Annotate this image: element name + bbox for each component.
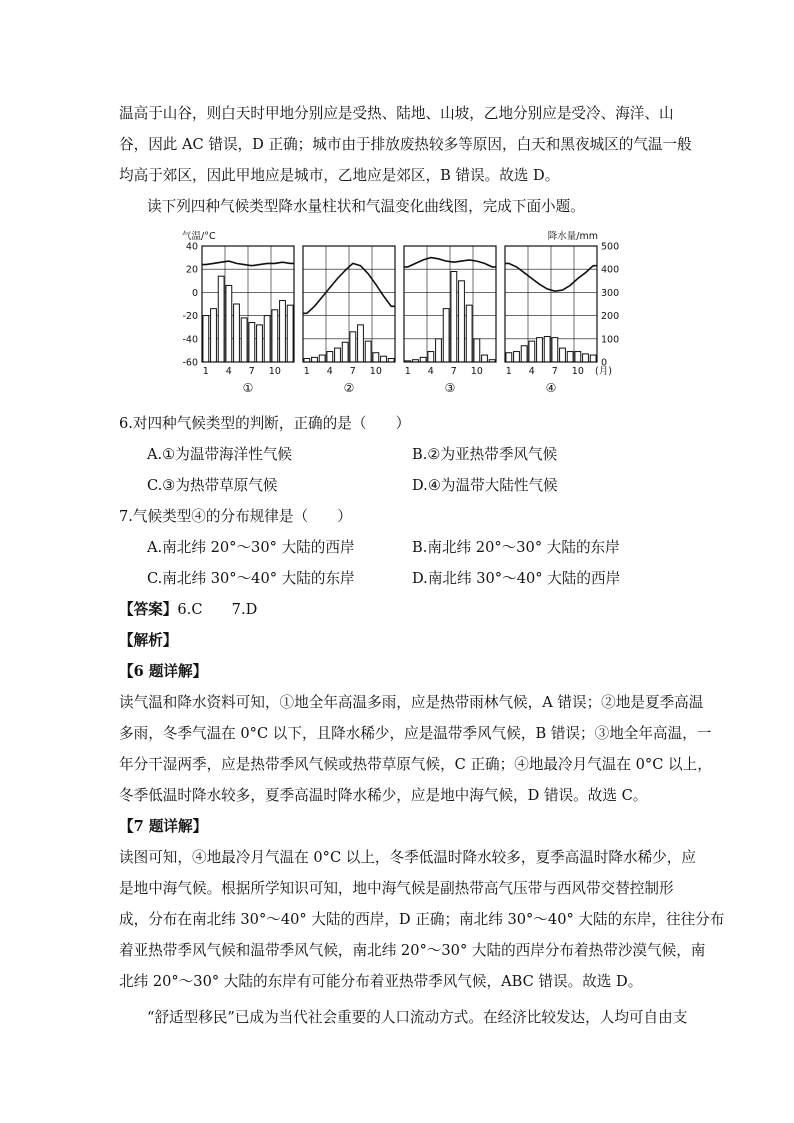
- answer-line: [119, 600, 257, 620]
- precip-bar: [257, 325, 263, 362]
- precip-bar: [482, 355, 488, 362]
- question-6-option-a: A.①为温带海洋性气候: [147, 446, 293, 463]
- x-tick-label: 1: [404, 366, 411, 377]
- precip-bar: [264, 316, 270, 362]
- precip-bar: [249, 323, 255, 362]
- figure-intro: 读下列四种气候类型降水量柱状和气温变化曲线图，完成下面小题。: [147, 198, 585, 215]
- precip-bar: [211, 309, 217, 362]
- precip-bar: [451, 272, 457, 362]
- precip-bar: [590, 355, 596, 362]
- precip-bar: [537, 338, 543, 362]
- detail-6-line: 多雨，冬季气温在 0°C 以下，且降水稀少，应是温带季风气候，B 错误；③地全年高温，一: [119, 725, 712, 742]
- detail-6-line: 读气温和降水资料可知，①地全年高温多雨，应是热带雨林气候，A 错误；②地是夏季高温: [119, 694, 704, 711]
- right-axis-title: 降水量/mm: [547, 231, 598, 242]
- precip-bar: [327, 352, 333, 362]
- left-tick-label: 0: [191, 287, 198, 299]
- analysis-label: 【解析】: [119, 632, 178, 649]
- detail-7-line: 着亚热带季风气候和温带季风气候，南北纬 20°～30° 大陆的西岸分布着热带沙漠气候，南: [119, 942, 706, 959]
- precip-bar: [514, 352, 520, 362]
- precip-bar: [241, 318, 247, 362]
- detail-7-line: 成，分布在南北纬 30°～40° 大陆的西岸，D 正确；南北纬 30°～40° 大陆的东岸，往往分布: [119, 911, 725, 928]
- question-7-option-d: D.南北纬 30°～40° 大陆的西岸: [412, 570, 621, 587]
- right-tick-label: 400: [601, 264, 620, 276]
- question-6-option-b: B.②为亚热带季风气候: [412, 446, 558, 463]
- precip-bar: [365, 341, 371, 362]
- left-tick-label: -40: [182, 334, 198, 346]
- x-tick-label: 4: [528, 366, 535, 377]
- precip-bar: [272, 310, 278, 362]
- detail-6-line: 年分干湿两季，应是热带季风气候或热带草原气候，C 正确；④地最冷月气温在 0°C 以上，: [119, 756, 712, 773]
- precip-bar: [521, 346, 527, 362]
- precip-bar: [381, 356, 387, 362]
- left-tick-label: -20: [182, 311, 198, 323]
- panel-label: ①: [242, 381, 254, 395]
- x-tick-label: 7: [349, 366, 356, 377]
- x-tick-label: 4: [225, 366, 232, 377]
- precip-bar: [583, 354, 589, 362]
- precip-bar: [350, 332, 356, 362]
- x-tick-label: 7: [248, 366, 255, 377]
- precip-bar: [358, 325, 364, 362]
- precip-bar: [474, 339, 480, 362]
- precip-bar: [335, 348, 341, 362]
- precip-bar: [459, 281, 465, 362]
- detail-7-line: 是地中海气候。根据所学知识可知，地中海气候是副热带高气压带与西风带交替控制形: [119, 880, 674, 897]
- x-tick-label: 1: [303, 366, 310, 377]
- detail-6-line: 冬季低温时降水较多，夏季高温时降水稀少，应是地中海气候，D 错误。故选 C。: [119, 787, 648, 804]
- x-tick-label: 7: [450, 366, 457, 377]
- x-tick-label: 4: [326, 366, 333, 377]
- right-tick-label: 500: [601, 241, 620, 253]
- x-tick-label: 1: [202, 366, 209, 377]
- detail-6-label: 【6 题详解】: [119, 663, 208, 680]
- precip-bar: [218, 276, 224, 362]
- panel-label: ②: [343, 381, 355, 395]
- right-tick-label: 0: [601, 357, 608, 369]
- precip-bar: [373, 353, 379, 362]
- precip-bar: [466, 305, 472, 362]
- left-axis-title: 气温/°C: [182, 231, 216, 242]
- precip-bar: [443, 309, 449, 362]
- question-6-option-c: C.③为热带草原气候: [147, 477, 278, 494]
- question-7-option-b: B.南北纬 20°～30° 大陆的东岸: [412, 539, 620, 556]
- precip-bar: [287, 305, 293, 362]
- precip-bar: [280, 301, 286, 362]
- right-tick-label: 300: [601, 287, 620, 299]
- precip-bar: [342, 342, 348, 362]
- precip-bar: [567, 352, 573, 362]
- precip-bar: [234, 304, 240, 362]
- precip-bar: [203, 316, 209, 362]
- precip-bar: [575, 352, 581, 362]
- question-7-stem: 7.气候类型④的分布规律是（ ）: [119, 508, 352, 525]
- precip-bar: [428, 352, 434, 362]
- precip-bar: [506, 353, 512, 362]
- x-tick-label: 10: [369, 366, 382, 377]
- paragraph-line: 均高于郊区，因此甲地应是城市，乙地应是郊区，B 错误。故选 D。: [119, 167, 560, 184]
- precip-bar: [436, 339, 442, 362]
- answer-text: 6.C 7.D: [177, 601, 258, 618]
- precip-bar: [544, 336, 550, 362]
- x-axis-unit: (月): [595, 366, 612, 377]
- x-tick-label: 10: [470, 366, 483, 377]
- question-7-option-c: C.南北纬 30°～40° 大陆的东岸: [147, 570, 355, 587]
- x-tick-label: 10: [571, 366, 584, 377]
- x-tick-label: 4: [427, 366, 434, 377]
- left-tick-label: 40: [185, 241, 198, 253]
- precip-bar: [319, 355, 325, 362]
- question-6-stem: 6.对四种气候类型的判断，正确的是（ ）: [119, 415, 411, 432]
- answer-label: 【答案】: [119, 601, 178, 618]
- question-7-option-a: A.南北纬 20°～30° 大陆的西岸: [147, 539, 355, 556]
- precip-bar: [226, 285, 232, 362]
- precip-bar: [560, 348, 566, 362]
- precip-bar: [420, 357, 426, 362]
- right-tick-label: 100: [601, 334, 620, 346]
- detail-7-line: 北纬 20°～30° 大陆的东岸有可能分布着亚热带季风气候，ABC 错误。故选 D。: [119, 973, 643, 990]
- x-tick-label: 1: [505, 366, 512, 377]
- right-tick-label: 200: [601, 311, 620, 323]
- panel-label: ④: [545, 381, 557, 395]
- question-6-option-d: D.④为温带大陆性气候: [412, 477, 558, 494]
- precip-bar: [529, 341, 535, 362]
- x-tick-label: 7: [551, 366, 558, 377]
- detail-7-line: 读图可知，④地最冷月气温在 0°C 以上，冬季低温时降水较多，夏季高温时降水稀少，应: [119, 849, 696, 866]
- climate-chart-figure: [180, 228, 620, 400]
- left-tick-label: -60: [182, 357, 198, 369]
- panel-label: ③: [444, 381, 456, 395]
- next-passage-line: “舒适型移民”已成为当代社会重要的人口流动方式。在经济比较发达，人均可自由支: [147, 1009, 688, 1026]
- left-tick-label: 20: [185, 264, 198, 276]
- x-tick-label: 10: [268, 366, 281, 377]
- paragraph-line: 温高于山谷，则白天时甲地分别应是受热、陆地、山坡，乙地分别应是受冷、海洋、山: [119, 105, 674, 122]
- precip-bar: [552, 338, 558, 362]
- precip-bar: [312, 357, 318, 362]
- detail-7-label: 【7 题详解】: [119, 818, 208, 835]
- paragraph-line: 谷，因此 AC 错误，D 正确；城市由于排放废热较多等原因，白天和黑夜城区的气温一般: [119, 136, 692, 153]
